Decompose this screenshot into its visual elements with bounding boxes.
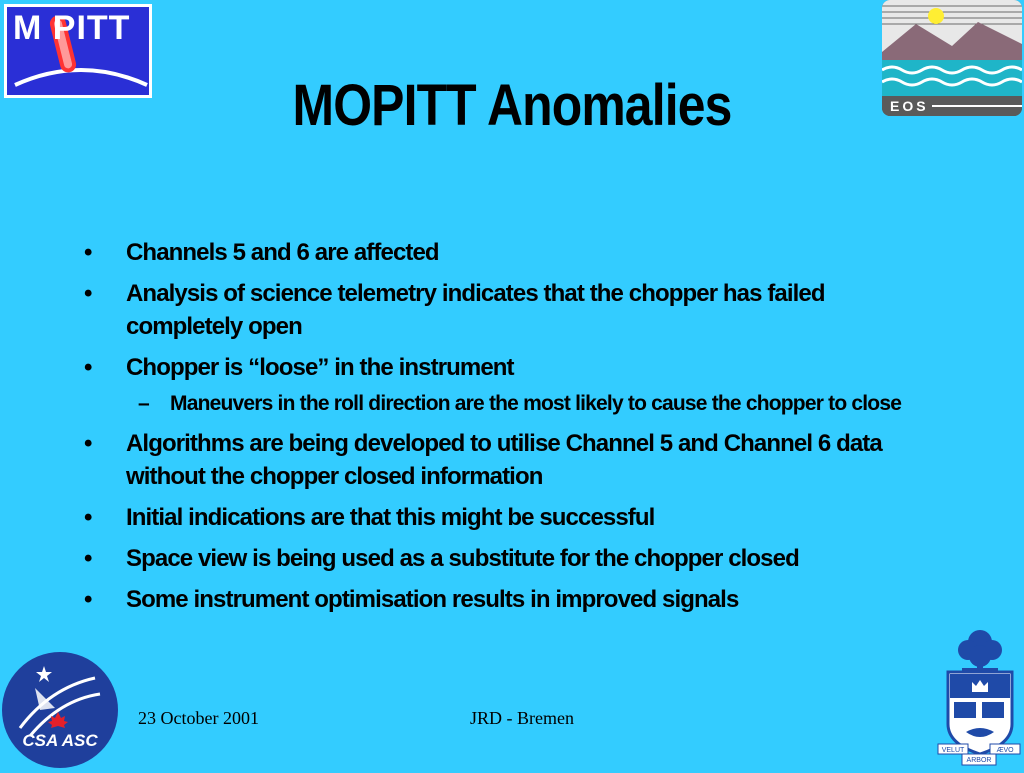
crest-motto-right: ÆVO — [996, 747, 1014, 754]
bullet-text: Algorithms are being developed to utilise Channel 5 and Channel 6 data without the chopper closed information — [126, 430, 882, 490]
csa-logo-graphic — [0, 648, 120, 768]
crest-motto-left: VELUT — [941, 747, 965, 754]
bullet-text: Chopper is “loose” in the instrument — [126, 354, 514, 381]
sub-bullet-marker: – — [138, 392, 149, 415]
bullet-marker: • — [84, 354, 92, 381]
bullet-marker: • — [84, 504, 92, 531]
sub-bullet-text: Maneuvers in the roll direction are the most likely to cause the chopper to close — [170, 392, 902, 415]
bullet-text: Space view is being used as a substitute for the chopper closed — [126, 545, 799, 572]
bullet-item — [84, 236, 924, 269]
bullet-item — [84, 351, 924, 384]
bullet-text: Some instrument optimisation results in improved signals — [126, 586, 739, 613]
bullet-item — [84, 501, 924, 534]
bullet-item — [84, 427, 924, 493]
bullet-text: Channels 5 and 6 are affected — [126, 239, 439, 266]
bullet-marker: • — [84, 239, 92, 266]
bullet-item — [84, 277, 924, 343]
university-crest-graphic — [936, 628, 1022, 768]
bullet-list — [84, 236, 924, 624]
csa-logo-text: CSA ASC — [22, 731, 98, 750]
slide-title: MOPITT Anomalies — [292, 73, 732, 138]
footer-date: 23 October 2001 — [138, 708, 259, 728]
sub-bullet-item — [84, 388, 924, 419]
bullet-item — [84, 583, 924, 616]
footer-venue: JRD - Bremen — [470, 708, 574, 728]
university-crest-logo — [936, 628, 1022, 768]
bullet-text: Initial indications are that this might be successful — [126, 504, 655, 531]
bullet-marker: • — [84, 545, 92, 572]
eos-logo-text: EOS — [890, 98, 929, 114]
bullet-item — [84, 542, 924, 575]
csa-logo — [0, 648, 120, 768]
bullet-marker: • — [84, 430, 92, 457]
crest-motto-bottom: ARBOR — [966, 757, 992, 764]
bullet-text: Analysis of science telemetry indicates that the chopper has failed completely open — [126, 280, 825, 340]
bullet-marker: • — [84, 280, 92, 307]
bullet-marker: • — [84, 586, 92, 613]
mopitt-logo-text: M PITT — [13, 9, 131, 47]
